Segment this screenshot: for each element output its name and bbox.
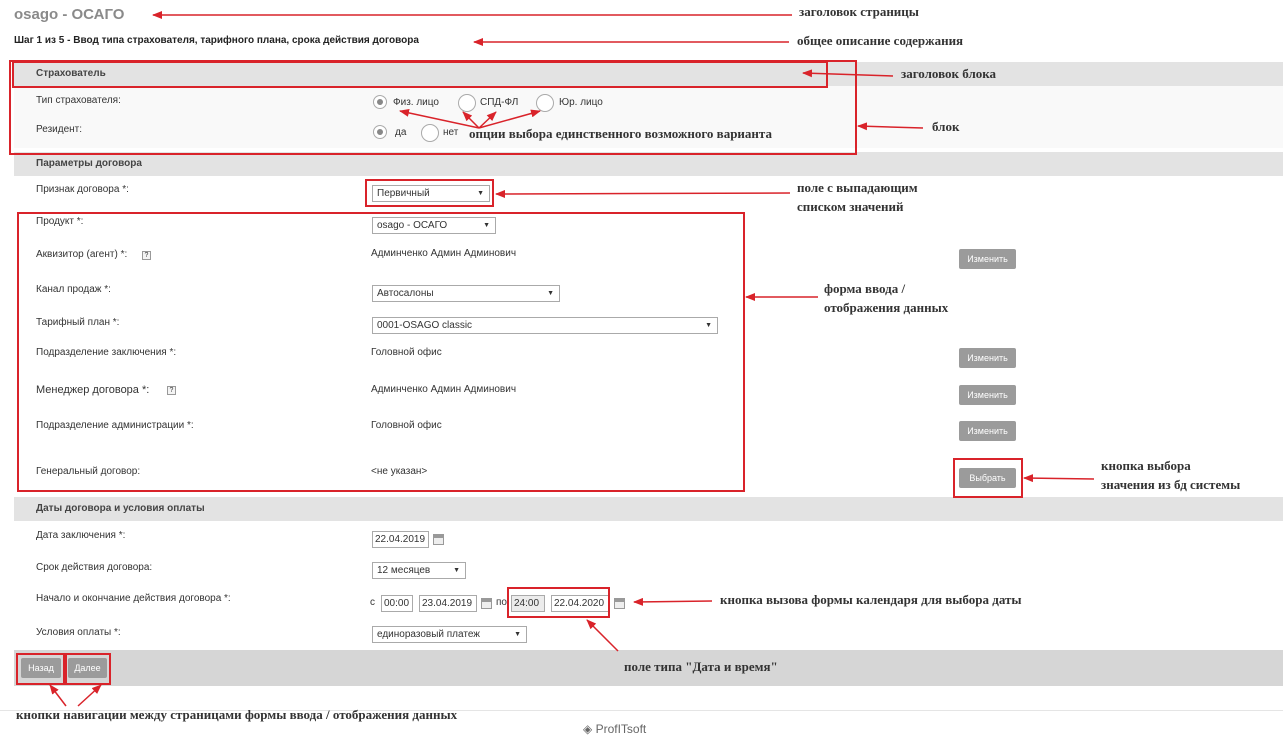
annotation-dropdown-line1: поле с выпадающим [797,180,918,195]
footer-logo-text: ProfITsoft [595,722,647,736]
sales-channel-label: Канал продаж *: [36,284,111,295]
conclusion-date-label: Дата заключения *: [36,530,126,541]
page-title: osago - ОСАГО [14,6,125,23]
product-value: osago - ОСАГО [377,220,448,231]
insurer-block-title: Страхователь [36,68,106,79]
chevron-down-icon: ▼ [705,322,712,329]
annotation-form-line1: форма ввода / [824,281,906,296]
resident-label: Резидент: [36,124,83,135]
period-label: Начало и окончание действия договора *: [36,593,231,604]
radio-resident-no-label: нет [443,127,459,138]
acquirer-change-button[interactable]: Изменить [959,249,1016,269]
end-date-input[interactable]: 22.04.2020 [551,595,609,612]
start-date-input[interactable]: 23.04.2019 [419,595,477,612]
manager-label: Менеджер договора *: [36,384,150,396]
radio-resident-yes-label: да [395,127,407,138]
annotation-db-button-line2: значения из бд системы [1101,477,1241,492]
conclusion-division-value: Головной офис [371,347,442,358]
period-from-prefix: с [370,597,375,608]
manager-help-icon[interactable]: ? [167,386,176,395]
admin-division-label: Подразделение администрации *: [36,420,194,431]
general-contract-select-button[interactable]: Выбрать [959,468,1016,488]
admin-division-change-button[interactable]: Изменить [959,421,1016,441]
contract-sign-value: Первичный [377,188,430,199]
annotation-dropdown-line2: списком значений [797,199,904,214]
contract-sign-label: Признак договора *: [36,184,129,195]
annotation-page-title: заголовок страницы [799,4,919,19]
annotation-datetime-field: поле типа "Дата и время" [624,659,778,674]
payment-terms-label: Условия оплаты *: [36,627,121,638]
chevron-down-icon: ▼ [547,290,554,297]
payment-terms-value: единоразовый платеж [377,629,480,640]
contract-term-value: 12 месяцев [377,565,431,576]
chevron-down-icon: ▼ [477,190,484,197]
acquirer-help-icon[interactable]: ? [142,251,151,260]
annotation-single-choice: опции выбора единственного возможного варианта [469,126,772,141]
end-time-input[interactable]: 24:00 [511,595,545,612]
manager-value: Админченко Админ Админович [371,384,517,395]
next-button[interactable]: Далее [68,658,107,678]
insurer-type-label: Тип страхователя: [36,95,121,106]
step-description: Шаг 1 из 5 - Ввод типа страхователя, тарифного плана, срока действия договора [14,35,419,46]
contract-term-label: Срок действия договора: [36,562,153,573]
annotation-nav-buttons: кнопки навигации между страницами формы ввода / отображения данных [16,707,458,722]
start-time-input[interactable]: 00:00 [381,595,413,612]
chevron-down-icon: ▼ [453,567,460,574]
product-label: Продукт *: [36,216,84,227]
tariff-plan-label: Тарифный план *: [36,317,120,328]
chevron-down-icon: ▼ [514,631,521,638]
chevron-down-icon: ▼ [483,222,490,229]
logo-mark-icon: ◈ [583,722,593,736]
general-contract-label: Генеральный договор: [36,466,141,477]
acquirer-value: Админченко Админ Админович [371,248,517,259]
back-button[interactable]: Назад [21,658,61,678]
acquirer-label: Аквизитор (агент) *: [36,249,128,260]
tariff-plan-value: 0001-OSAGO classic [377,320,473,331]
radio-yur-lico-label: Юр. лицо [559,97,603,108]
radio-spd-fl-label: СПД-ФЛ [480,97,519,108]
period-to-prefix: по [496,597,507,608]
annotation-block: блок [932,119,960,134]
admin-division-value: Головной офис [371,420,442,431]
annotation-block-title: заголовок блока [901,66,997,81]
dates-block-title: Даты договора и условия оплаты [36,503,205,514]
general-contract-value: <не указан> [371,466,428,477]
manager-change-button[interactable]: Изменить [959,385,1016,405]
radio-fiz-lico-label: Физ. лицо [393,97,439,108]
annotation-db-button-line1: кнопка выбора [1101,458,1191,473]
contract-block-title: Параметры договора [36,158,142,169]
conclusion-division-change-button[interactable]: Изменить [959,348,1016,368]
sales-channel-value: Автосалоны [377,288,434,299]
annotation-description: общее описание содержания [797,33,964,48]
annotation-calendar-button: кнопка вызова формы календаря для выбора даты [720,592,1022,607]
conclusion-date-input[interactable]: 22.04.2019 [372,531,429,548]
annotation-form-line2: отображения данных [824,300,949,315]
conclusion-division-label: Подразделение заключения *: [36,347,177,358]
